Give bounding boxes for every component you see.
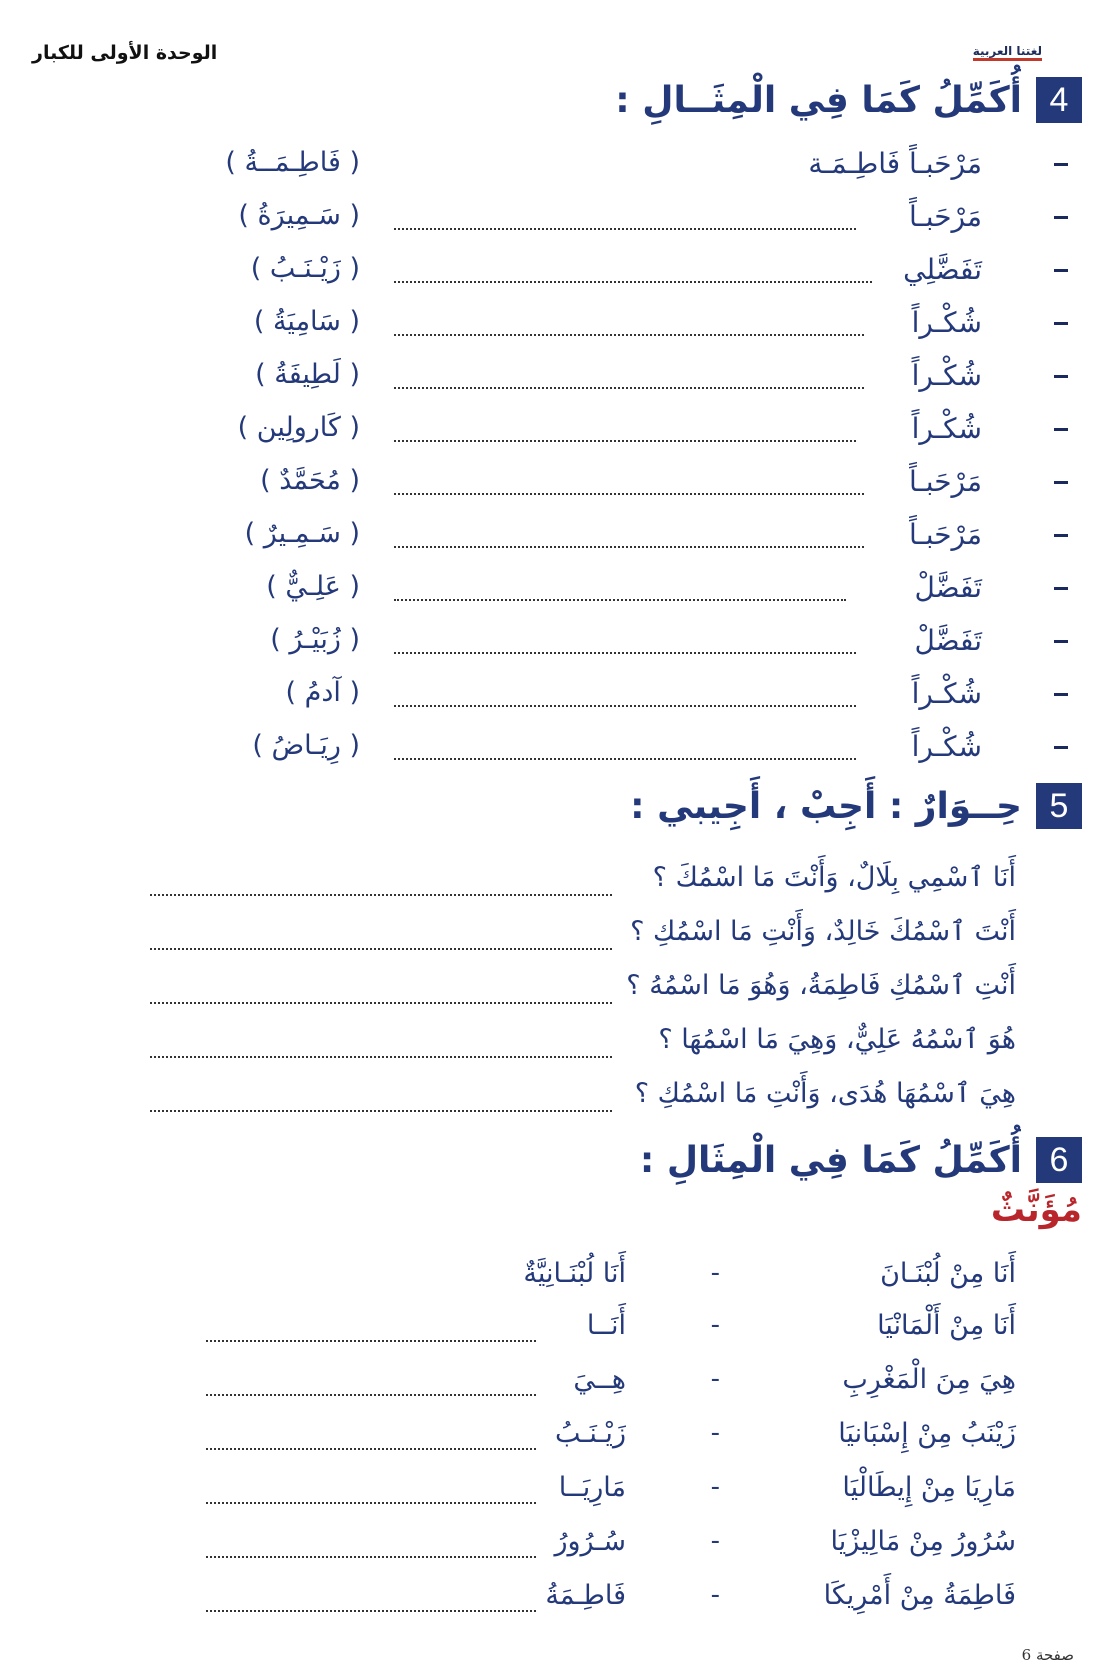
answer-line[interactable] xyxy=(206,1340,536,1342)
dialogue-row xyxy=(82,968,1082,1012)
nationality-row xyxy=(82,1522,1082,1566)
answer-line[interactable] xyxy=(150,894,612,896)
answer-line[interactable] xyxy=(150,1002,612,1004)
answer-line[interactable] xyxy=(394,705,856,707)
answer-line[interactable] xyxy=(394,758,856,760)
exercise-5-title: حِــوَارٌ : أَجِبْ ، أَجِيبي : xyxy=(630,785,1022,827)
answer-line[interactable] xyxy=(394,652,856,654)
answer-line[interactable] xyxy=(206,1610,536,1612)
origin-sentence: أَنَا مِنْ أَلْمَانْيَا xyxy=(877,1310,1016,1341)
dash-marker xyxy=(1054,216,1068,219)
exercise-4-title: أُكَمِّلُ كَمَا فِي الْمِثَــالِ : xyxy=(615,79,1022,121)
answer-line[interactable] xyxy=(206,1448,536,1450)
greeting-phrase: تَفَضَّلْ xyxy=(914,624,982,657)
answer-line[interactable] xyxy=(394,599,846,601)
subject-word: مَارِيَــا xyxy=(558,1472,626,1503)
exercise-4-number: 4 xyxy=(1036,77,1082,123)
answer-line[interactable] xyxy=(394,334,864,336)
answer-line[interactable] xyxy=(394,281,872,283)
origin-sentence: مَارِيَا مِنْ إِيطَالْيَا xyxy=(842,1472,1016,1503)
publisher-logo: لغتنا العربية xyxy=(973,44,1042,61)
answer-line[interactable] xyxy=(394,493,864,495)
nationality-row xyxy=(82,1254,1082,1298)
exercise-4-row xyxy=(82,198,1082,238)
name-hint: ( لَطِيفَةُ ) xyxy=(255,359,360,390)
exercise-4-row xyxy=(82,251,1082,291)
greeting-phrase: مَرْحَبـاً xyxy=(909,200,982,233)
dialogue-question: أَنْتِ ٱسْمُكِ فَاطِمَةُ، وَهُوَ مَا اسْمُهُ ؟ xyxy=(626,970,1016,1001)
dash-marker: - xyxy=(710,1310,720,1340)
dash-marker xyxy=(1054,534,1068,537)
greeting-phrase: تَفَضَّلْ xyxy=(914,571,982,604)
feminine-label: مُؤَنَّثٌ xyxy=(990,1190,1082,1230)
dash-marker: - xyxy=(710,1580,720,1610)
origin-sentence: فَاطِمَةُ مِنْ أَمْرِيكَا xyxy=(823,1580,1016,1611)
subject-word: سُـرُورُ xyxy=(554,1526,626,1557)
dash-marker xyxy=(1054,428,1068,431)
exercise-6-number: 6 xyxy=(1036,1137,1082,1183)
name-hint: ( سَامِيَةُ ) xyxy=(253,306,360,337)
name-hint: ( سَـمِـيرٌ ) xyxy=(244,518,360,549)
greeting-phrase: شُكْـراً xyxy=(911,359,982,392)
name-hint: ( كَارولِين ) xyxy=(237,412,360,443)
origin-sentence: سُرُورُ مِنْ مَالِيزْيَا xyxy=(830,1526,1016,1557)
exercise-5-number: 5 xyxy=(1036,783,1082,829)
dash-marker: - xyxy=(710,1418,720,1448)
nationality-row xyxy=(82,1576,1082,1620)
nationality-row xyxy=(82,1360,1082,1404)
exercise-4-row xyxy=(82,304,1082,344)
dash-marker: - xyxy=(710,1364,720,1394)
greeting-phrase: شُكْـراً xyxy=(911,730,982,763)
dash-marker: - xyxy=(710,1258,720,1288)
answer-line[interactable] xyxy=(394,228,856,230)
exercise-6-title: أُكَمِّلُ كَمَا فِي الْمِثَالِ : xyxy=(639,1139,1022,1181)
subject-word: زَيْـنَـبُ xyxy=(554,1418,626,1449)
dialogue-question: هِيَ ٱسْمُهَا هُدَى، وَأَنْتِ مَا اسْمُكِ ؟ xyxy=(634,1078,1016,1109)
dialogue-question: أَنْتَ ٱسْمُكَ خَالِدٌ، وَأَنْتِ مَا اسْمُكِ ؟ xyxy=(630,916,1016,947)
name-hint: ( فَاطِـمَــةُ ) xyxy=(225,147,360,178)
greeting-phrase: شُكْـراً xyxy=(911,412,982,445)
answer-line[interactable] xyxy=(206,1556,536,1558)
greeting-phrase: تَفَضَّلِي xyxy=(903,253,982,286)
dash-marker xyxy=(1054,640,1068,643)
origin-sentence: أَنَا مِنْ لُبْنَـانَ xyxy=(880,1258,1016,1289)
exercise-4-row xyxy=(82,622,1082,662)
dialogue-row xyxy=(82,1076,1082,1120)
exercise-4-row xyxy=(82,569,1082,609)
nationality-row xyxy=(82,1306,1082,1350)
dash-marker: - xyxy=(710,1472,720,1502)
dash-marker xyxy=(1054,693,1068,696)
name-hint: ( آدمُ ) xyxy=(285,677,360,708)
page-number: صفحة 6 xyxy=(1021,1646,1074,1664)
answer-line[interactable] xyxy=(394,387,864,389)
exercise-4-row xyxy=(82,357,1082,397)
dash-marker: - xyxy=(710,1526,720,1556)
answer-line[interactable] xyxy=(150,1056,612,1058)
name-hint: ( رِيَـاضُ ) xyxy=(252,730,360,761)
unit-title: الوحدة الأولى للكبار xyxy=(32,42,218,64)
nationality-row xyxy=(82,1414,1082,1458)
name-hint: ( زُبَيْـرُ ) xyxy=(270,624,360,655)
subject-word: أَنَــا xyxy=(586,1310,626,1341)
subject-word: هِــيَ xyxy=(573,1364,626,1395)
exercise-4-row xyxy=(82,516,1082,556)
greeting-phrase: شُكْـراً xyxy=(911,306,982,339)
dialogue-row xyxy=(82,1022,1082,1066)
dash-marker xyxy=(1054,269,1068,272)
exercise-4-row xyxy=(82,145,1082,185)
origin-sentence: زَيْنَبُ مِنْ إِسْبَانيَا xyxy=(838,1418,1016,1449)
exercise-4-row xyxy=(82,675,1082,715)
exercise-4-row xyxy=(82,410,1082,450)
greeting-phrase: مَرْحَبـاً xyxy=(909,518,982,551)
exercise-6-header xyxy=(640,1132,1082,1188)
answer-line[interactable] xyxy=(394,546,864,548)
dialogue-question: أَنَا ٱسْمِي بِلَالٌ، وَأَنْتَ مَا اسْمُكَ ؟ xyxy=(652,862,1016,893)
answer-line[interactable] xyxy=(150,948,612,950)
origin-sentence: هِيَ مِنَ الْمَغْرِبِ xyxy=(842,1364,1016,1395)
answer-line[interactable] xyxy=(150,1110,612,1112)
greeting-phrase: مَرْحَبـاً فَاطِـمَـة xyxy=(808,147,982,180)
exercise-5-header xyxy=(630,778,1082,834)
answer-line[interactable] xyxy=(206,1394,536,1396)
nationality-row xyxy=(82,1468,1082,1512)
exercise-4-header xyxy=(615,72,1082,128)
greeting-phrase: مَرْحَبـاً xyxy=(909,465,982,498)
subject-word: أَنَا لُبْنَـانِيَّةٌ xyxy=(523,1258,626,1289)
name-hint: ( مُحَمَّدٌ ) xyxy=(260,465,360,496)
dash-marker xyxy=(1054,163,1068,166)
subject-word: فَاطِـمَةُ xyxy=(545,1580,626,1611)
dialogue-question: هُوَ ٱسْمُهُ عَلِيٌّ، وَهِيَ مَا اسْمُهَا ؟ xyxy=(658,1024,1016,1055)
dash-marker xyxy=(1054,481,1068,484)
dash-marker xyxy=(1054,375,1068,378)
dialogue-row xyxy=(82,860,1082,904)
answer-line[interactable] xyxy=(394,440,856,442)
dash-marker xyxy=(1054,746,1068,749)
dash-marker xyxy=(1054,587,1068,590)
exercise-4-row xyxy=(82,728,1082,768)
answer-line[interactable] xyxy=(206,1502,536,1504)
exercise-4-row xyxy=(82,463,1082,503)
name-hint: ( سَـمِيرَةُ ) xyxy=(238,200,360,231)
dialogue-row xyxy=(82,914,1082,958)
dash-marker xyxy=(1054,322,1068,325)
name-hint: ( عَلِـيٌّ ) xyxy=(266,571,360,602)
name-hint: ( زَيْـنَـبُ ) xyxy=(250,253,360,284)
greeting-phrase: شُكْـراً xyxy=(911,677,982,710)
